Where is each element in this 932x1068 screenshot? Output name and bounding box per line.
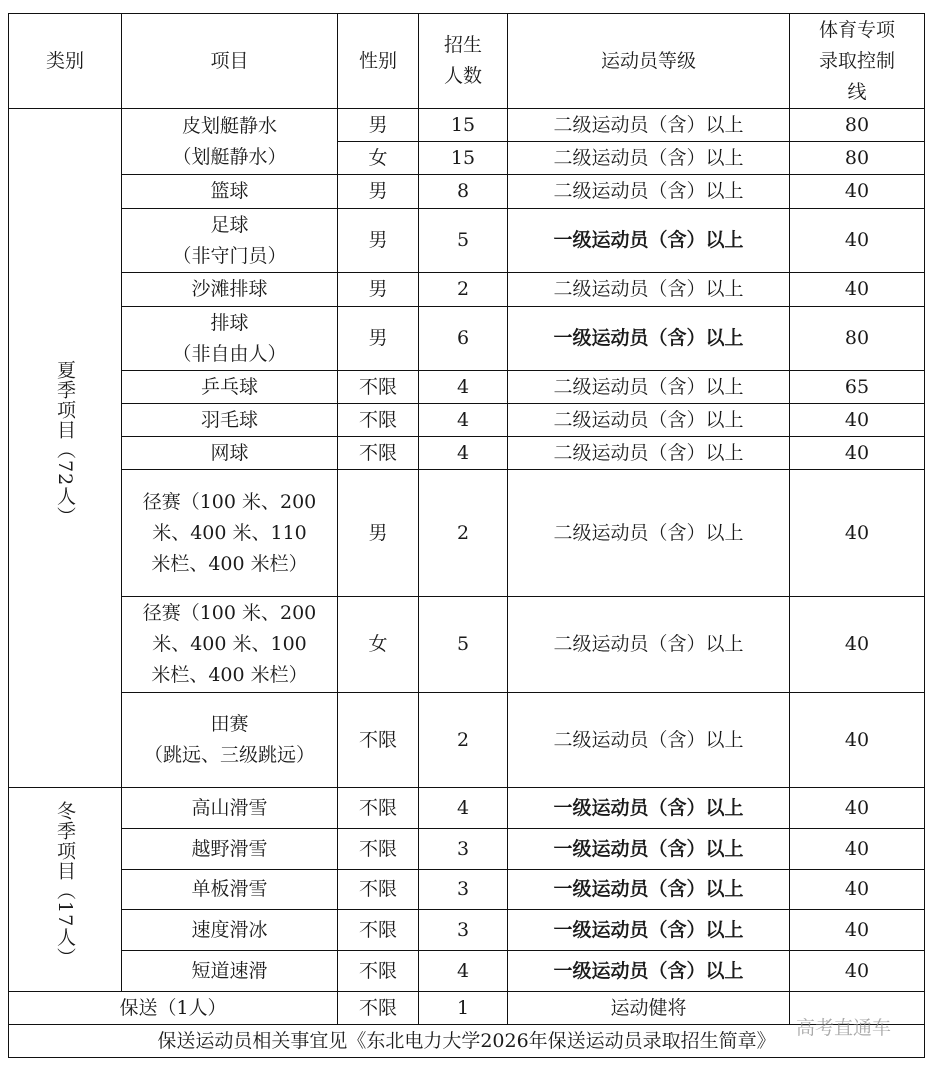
line-cell: 80 [790,307,925,371]
item-cell: 网球 [122,437,338,470]
category-summer: 夏季项目（72人） [9,109,122,788]
gender-cell: 不限 [338,829,419,870]
header-line: 体育专项 录取控制 线 [790,14,925,109]
gender-cell: 不限 [338,404,419,437]
level-cell: 运动健将 [508,992,790,1025]
level-cell: 二级运动员（含）以上 [508,693,790,788]
item-cell: 田赛 （跳远、三级跳远） [122,693,338,788]
item-cell: 短道速滑 [122,951,338,992]
quota-cell: 4 [419,788,508,829]
line-cell: 40 [790,597,925,693]
table-row [9,404,925,437]
category-winter: 冬季项目（17人） [9,788,122,992]
gender-cell: 不限 [338,910,419,951]
item-cell: 排球 （非自由人） [122,307,338,371]
gender-cell: 男 [338,470,419,597]
item-cell: 速度滑冰 [122,910,338,951]
quota-cell: 2 [419,693,508,788]
line-cell: 40 [790,404,925,437]
quota-cell: 4 [419,404,508,437]
table-row [9,829,925,870]
level-cell: 一级运动员（含）以上 [508,829,790,870]
quota-cell: 8 [419,175,508,209]
level-cell: 一级运动员（含）以上 [508,307,790,371]
quota-cell: 5 [419,597,508,693]
line-cell: 40 [790,788,925,829]
item-cell: 足球 （非守门员） [122,209,338,273]
table-row [9,951,925,992]
line-cell: 40 [790,910,925,951]
level-cell: 一级运动员（含）以上 [508,870,790,910]
quota-cell: 2 [419,470,508,597]
gender-cell: 男 [338,307,419,371]
line-cell: 40 [790,437,925,470]
level-cell: 二级运动员（含）以上 [508,371,790,404]
line-cell: 40 [790,175,925,209]
line-cell: 40 [790,870,925,910]
line-cell: 40 [790,829,925,870]
quota-cell: 15 [419,142,508,175]
table-row [9,597,925,693]
line-cell: 40 [790,693,925,788]
level-cell: 二级运动员（含）以上 [508,470,790,597]
gender-cell: 女 [338,597,419,693]
quota-cell: 2 [419,273,508,307]
line-cell: 40 [790,470,925,597]
item-cell: 乒乓球 [122,371,338,404]
table-row [9,870,925,910]
table-row [9,437,925,470]
header-gender: 性别 [338,14,419,109]
quota-cell: 3 [419,910,508,951]
gender-cell: 男 [338,273,419,307]
line-cell: 80 [790,109,925,142]
level-cell: 一级运动员（含）以上 [508,910,790,951]
gender-cell: 不限 [338,371,419,404]
item-cell: 单板滑雪 [122,870,338,910]
header-level: 运动员等级 [508,14,790,109]
table-row [9,175,925,209]
admission-table [8,13,925,1058]
level-cell: 二级运动员（含）以上 [508,142,790,175]
table-row [9,910,925,951]
gender-cell: 不限 [338,437,419,470]
header-item: 项目 [122,14,338,109]
quota-cell: 3 [419,870,508,910]
quota-cell: 5 [419,209,508,273]
table-row [9,209,925,273]
table-row [9,470,925,597]
footnote-row [9,1025,925,1058]
guaranteed-row [9,992,925,1025]
level-cell: 一级运动员（含）以上 [508,788,790,829]
line-cell: 40 [790,273,925,307]
table-row [9,109,925,142]
item-cell: 篮球 [122,175,338,209]
gender-cell: 男 [338,109,419,142]
level-cell: 二级运动员（含）以上 [508,109,790,142]
header-quota: 招生 人数 [419,14,508,109]
quota-cell: 1 [419,992,508,1025]
item-cell: 径赛（100 米、200 米、400 米、100 米栏、400 米栏） [122,597,338,693]
guaranteed-label: 保送（1人） [9,992,338,1025]
item-cell: 羽毛球 [122,404,338,437]
table-row [9,693,925,788]
level-cell: 二级运动员（含）以上 [508,597,790,693]
gender-cell: 女 [338,142,419,175]
watermark: 高考直通车 [796,1017,892,1039]
line-cell: 40 [790,209,925,273]
header-category: 类别 [9,14,122,109]
quota-cell: 4 [419,951,508,992]
quota-cell: 4 [419,371,508,404]
gender-cell: 不限 [338,788,419,829]
line-cell: 65 [790,371,925,404]
level-cell: 二级运动员（含）以上 [508,404,790,437]
gender-cell: 不限 [338,693,419,788]
gender-cell: 不限 [338,992,419,1025]
table-row [9,371,925,404]
quota-cell: 15 [419,109,508,142]
item-cell: 径赛（100 米、200 米、400 米、110 米栏、400 米栏） [122,470,338,597]
level-cell: 一级运动员（含）以上 [508,209,790,273]
gender-cell: 不限 [338,870,419,910]
quota-cell: 4 [419,437,508,470]
table-row [9,273,925,307]
item-cell: 越野滑雪 [122,829,338,870]
gender-cell: 男 [338,209,419,273]
footnote: 保送运动员相关事宜见《东北电力大学2026年保送运动员录取招生简章》 [9,1025,925,1058]
line-cell: 80 [790,142,925,175]
item-cell: 沙滩排球 [122,273,338,307]
level-cell: 一级运动员（含）以上 [508,951,790,992]
table-row [9,788,925,829]
item-cell: 高山滑雪 [122,788,338,829]
level-cell: 二级运动员（含）以上 [508,437,790,470]
gender-cell: 男 [338,175,419,209]
header-row [9,14,925,109]
quota-cell: 6 [419,307,508,371]
level-cell: 二级运动员（含）以上 [508,175,790,209]
level-cell: 二级运动员（含）以上 [508,273,790,307]
item-cell: 皮划艇静水 （划艇静水） [122,109,338,175]
line-cell: 40 [790,951,925,992]
table-row [9,307,925,371]
gender-cell: 不限 [338,951,419,992]
quota-cell: 3 [419,829,508,870]
